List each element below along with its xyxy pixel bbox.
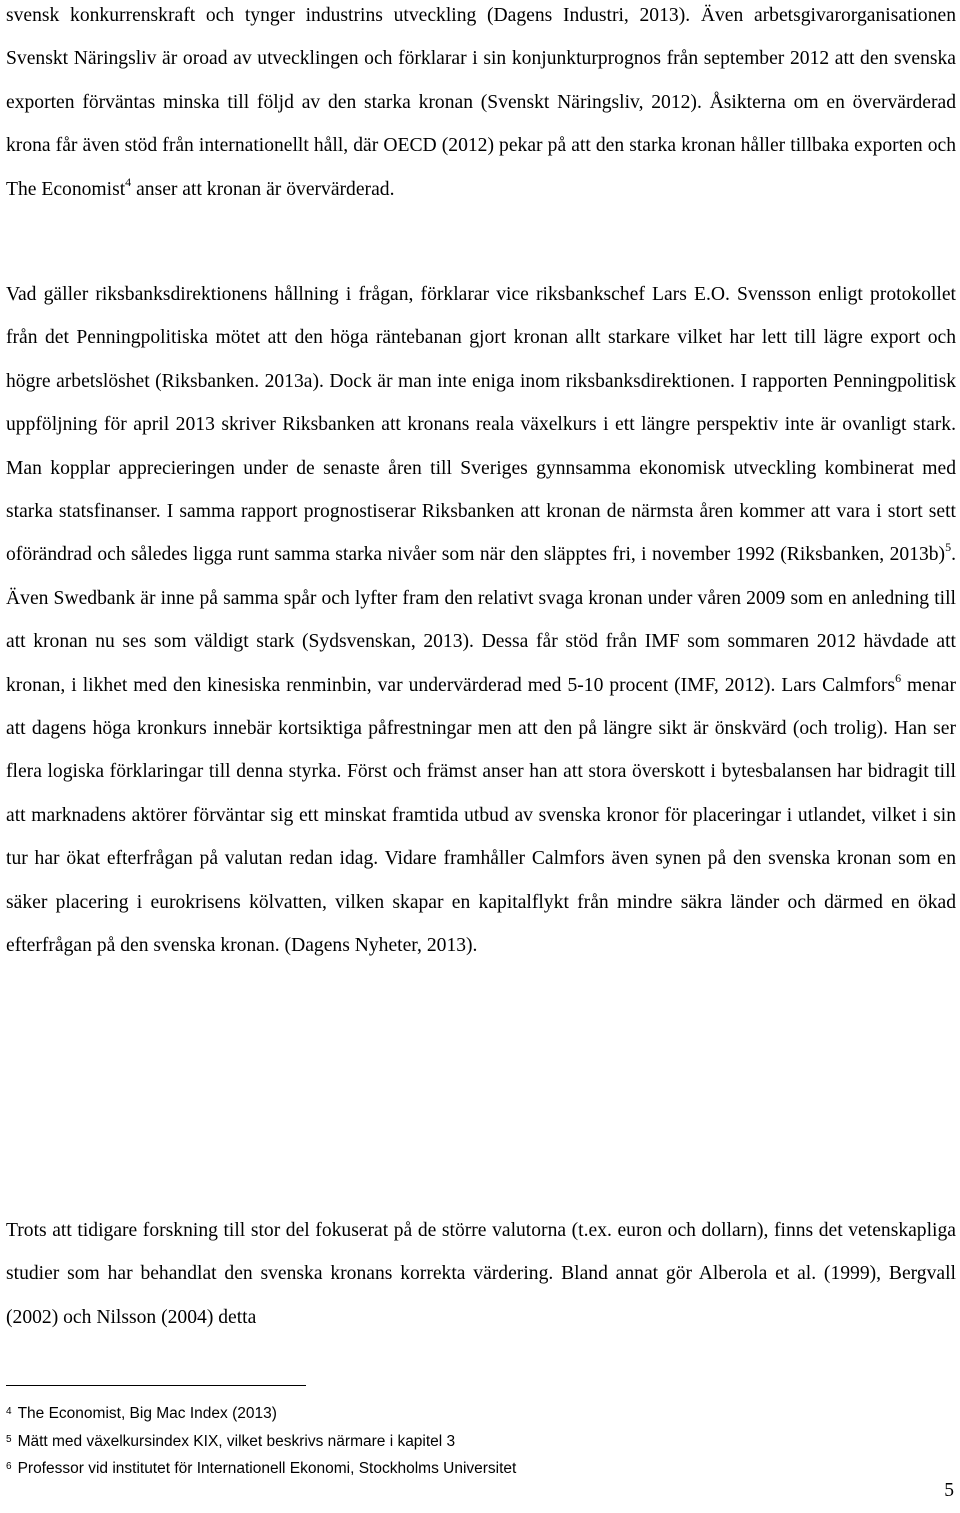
- footnote-divider: [6, 1385, 306, 1386]
- footnote-text: Professor vid institutet för Internationell Ekonomi, Stockholms Universitet: [17, 1460, 517, 1477]
- footnote-mark: 5: [6, 1433, 12, 1445]
- text-segment: menar att dagens höga kronkurs innebär kortsiktiga påfrestningar men att den på längre sikt är önskvärd (och trolig). Han ser flera logiska förklaringar till denna styrka. Först och främst anser han att stora överskott i bytesbalansen har bidragit till att marknadens aktörer förväntar sig ett minskat framtida utbud av svenska kronor för placeringar i utlandet, vilket i sin tur har ökat efterfrågan på valutan redan idag. Vidare framhåller Calmfors även synen på den svenska kronan som en säker placering i eurokrisens kölvatten, vilken skapar en kapitalflykt från mindre säkra länder och därmed en ökad efterfrågan på den svenska kronan. (Dagens Nyheter, 2013).: [6, 674, 956, 957]
- text-segment: svensk konkurrenskraft och tynger industrins utveckling (Dagens Industri, 2013). Även arbetsgivarorganisationen Svenskt Näringsliv är oroad av utvecklingen och förklarar i sin konjunkturprognos från september 2012 att den svenska exporten förväntas minska till följd av den starka kronan (Svenskt Näringsliv, 2012). Åsikterna om en övervärderad krona får även stöd från internationellt håll, där OECD (2012) pekar på att den starka kronan håller tillbaka exporten och The Economist: [6, 5, 956, 200]
- footnote-reference-5: 5: [945, 540, 952, 555]
- text-segment: anser att kronan är övervärderad.: [131, 178, 395, 200]
- text-segment: Trots att tidigare forskning till stor del fokuserat på de större valutorna (t.ex. euron och dollarn), finns det vetenskapliga studier som har behandlat den svenska kronans korrekta värdering. Bland annat gör Alberola et al. (1999), Bergvall (2002) och Nilsson (2004) detta: [6, 1220, 956, 1328]
- footnote-6: [6, 1454, 906, 1482]
- paragraph-2: [6, 273, 956, 968]
- footnote-text: The Economist, Big Mac Index (2013): [17, 1405, 277, 1422]
- paragraph-text: [6, 273, 956, 968]
- footnote-reference-4: 4: [125, 174, 132, 189]
- footnote-reference-6: 6: [895, 670, 902, 685]
- text-segment: Vad gäller riksbanksdirektionens hållning i frågan, förklarar vice riksbankschef Lars E.O. Svensson enligt protokollet från det Penningpolitiska mötet att den höga räntebanan gjort kronan allt starkare vilket har lett till lägre export och högre arbetslöshet (Riksbanken. 2013a). Dock är man inte eniga inom riksbanksdirektionen. I rapporten Penningpolitisk uppföljning för april 2013 skriver Riksbanken att kronans reala växelkurs i ett längre perspektiv inte är ovanligt stark. Man kopplar apprecieringen under de senaste åren till Sveriges gynnsamma ekonomisk utveckling kombinerat med starka statsfinanser. I samma rapport prognostiserar Riksbanken att kronan de närmsta åren kommer att vara i stort sett oförändrad och således ligga runt samma starka nivåer som när den släpptes fri, i november 1992 (Riksbanken, 2013b): [6, 284, 956, 566]
- paragraph-3: [6, 1209, 956, 1339]
- paragraph-1: [6, 0, 956, 211]
- text-segment: . Även Swedbank är inne på samma spår och lyfter fram den relativt svaga kronan under våren 2009 som en anledning till att kronan nu ses som väldigt stark (Sydsvenskan, 2013). Dessa får stöd från IMF som sommaren 2012 hävdade att kronan, i likhet med den kinesiska renminbin, var undervärderad med 5-10 procent (IMF, 2012). Lars Calmfors: [6, 544, 956, 696]
- footnote-mark: 4: [6, 1406, 12, 1417]
- footnote-text: Mätt med växelkursindex KIX, vilket beskrivs närmare i kapitel 3: [17, 1432, 456, 1450]
- paragraph-text: [6, 1209, 956, 1339]
- page-number: 5: [944, 1480, 954, 1501]
- footnote-mark: 6: [6, 1461, 12, 1472]
- footnote-4: [6, 1399, 906, 1427]
- footnote-5: [6, 1427, 906, 1455]
- paragraph-text: [6, 0, 956, 211]
- footnotes: [6, 1399, 906, 1482]
